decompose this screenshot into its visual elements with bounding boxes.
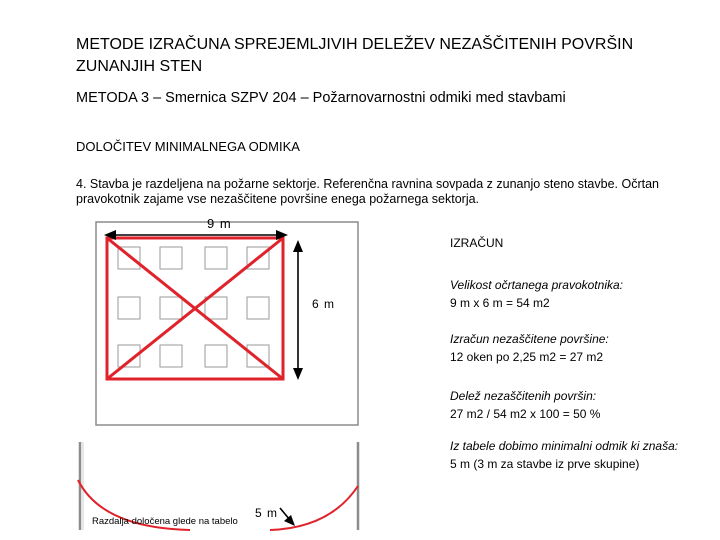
result-label: Iz tabele dobimo minimalni odmik ki znaša: bbox=[450, 439, 679, 453]
share-label: Delež nezaščitenih površin: bbox=[450, 389, 597, 403]
share-block bbox=[450, 387, 600, 423]
height-label: 6 m bbox=[312, 297, 336, 311]
method-subtitle: METODA 3 – Smernica SZPV 204 – Požarnovarnostni odmiki med stavbami bbox=[76, 90, 566, 106]
window bbox=[205, 247, 227, 269]
window bbox=[247, 297, 269, 319]
distance-dimension bbox=[280, 508, 295, 526]
unprotected-area-block bbox=[450, 330, 609, 366]
distance-label: 5 m bbox=[255, 506, 279, 520]
result-block bbox=[450, 440, 695, 473]
result-value: 5 m (3 m za stavbe iz prve skupine) bbox=[450, 457, 640, 471]
window bbox=[205, 345, 227, 367]
rect-size-value: 9 m x 6 m = 54 m2 bbox=[450, 296, 550, 310]
calculation-heading: IZRAČUN bbox=[450, 236, 504, 250]
share-value: 27 m2 / 54 m2 x 100 = 50 % bbox=[450, 407, 601, 421]
unprotected-area-value: 12 oken po 2,25 m2 = 27 m2 bbox=[450, 350, 604, 364]
window bbox=[160, 247, 182, 269]
diagram-caption: Razdalja določena glede na tabelo bbox=[92, 516, 238, 527]
rect-size-block bbox=[450, 276, 623, 312]
section-heading: DOLOČITEV MINIMALNEGA ODMIKA bbox=[76, 139, 300, 154]
distance-arc bbox=[270, 486, 358, 530]
unprotected-area-label: Izračun nezaščitene površine: bbox=[450, 332, 609, 346]
rect-size-label: Velikost očrtanega pravokotnika: bbox=[450, 278, 623, 292]
window bbox=[160, 345, 182, 367]
window bbox=[160, 297, 182, 319]
window bbox=[205, 297, 227, 319]
width-label: 9 m bbox=[207, 216, 232, 231]
intro-text: 4. Stavba je razdeljena na požarne sektorje. Referenčna ravnina sovpada z zunanjo steno stavbe. Očrtan pravokotnik zajame vse nezaščitene površine enega požarnega sektorja. bbox=[76, 177, 659, 206]
window bbox=[118, 297, 140, 319]
page-title: METODE IZRAČUNA SPREJEMLJIVIH DELEŽEV NEZAŠČITENIH POVRŠIN ZUNANJIH STEN bbox=[76, 36, 634, 75]
